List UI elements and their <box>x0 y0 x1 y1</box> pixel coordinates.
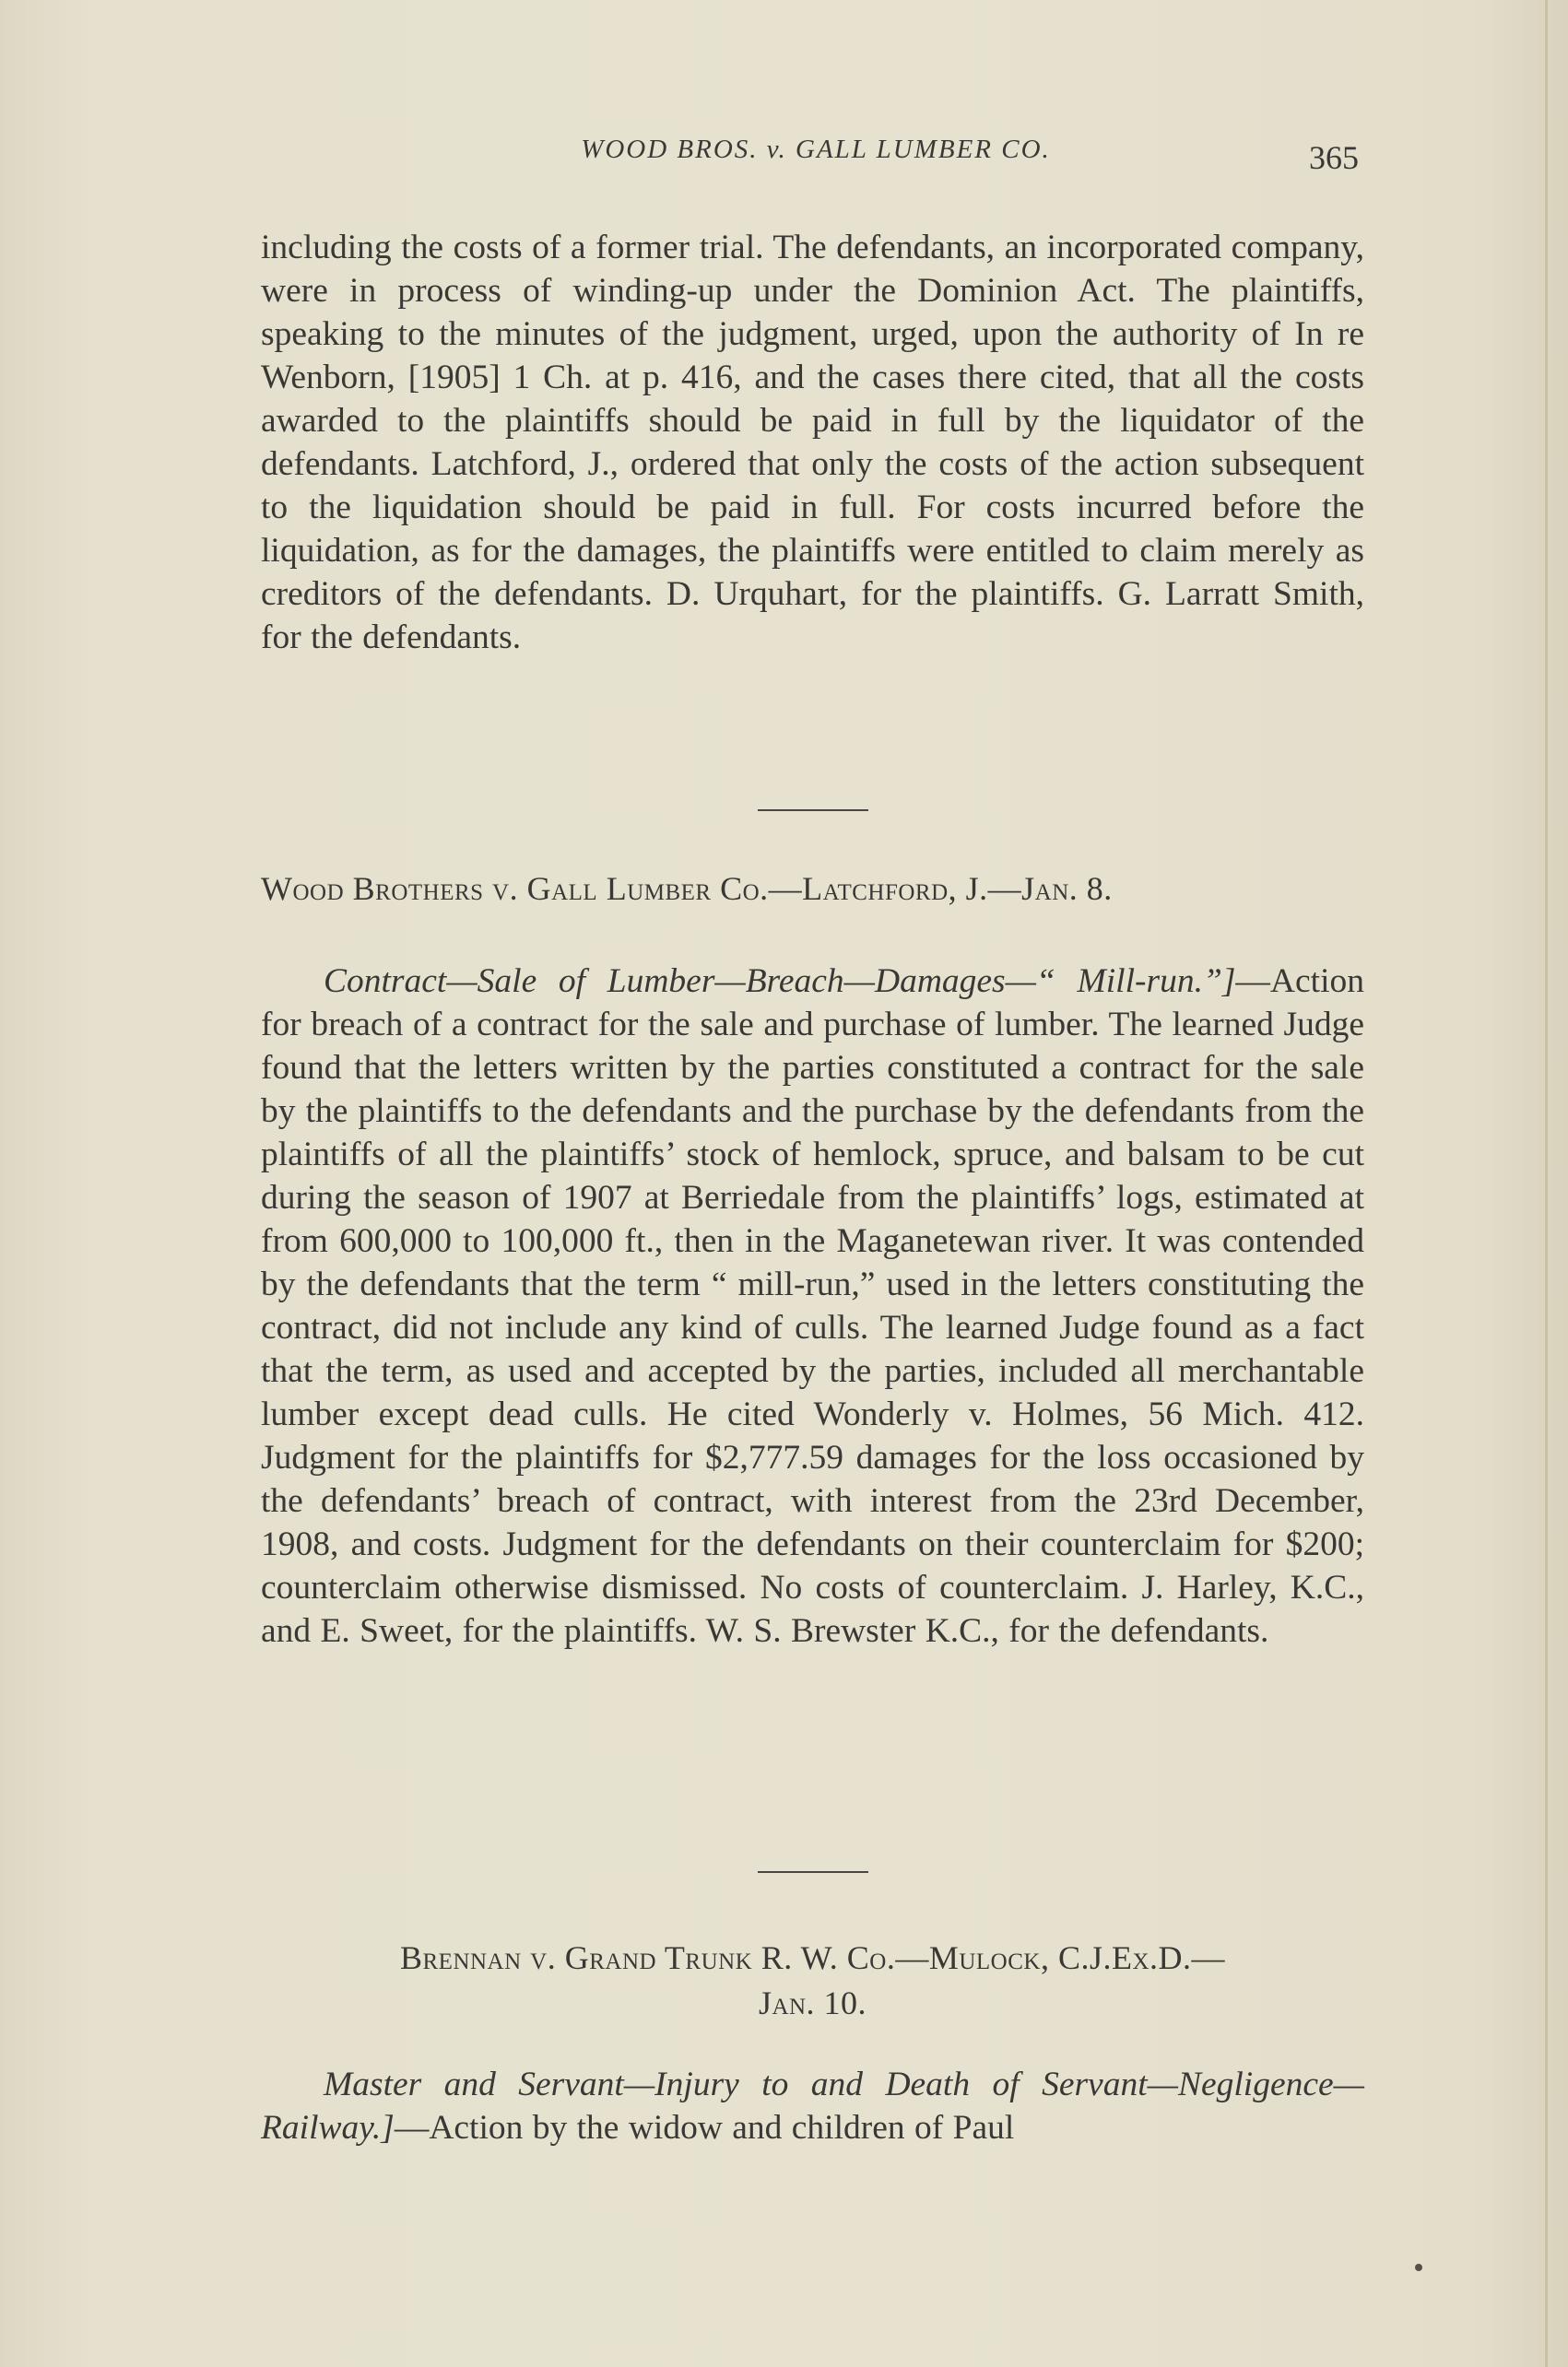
running-head: WOOD BROS. v. GALL LUMBER CO. <box>581 135 1051 164</box>
case-headnote: Master and Servant—Injury to and Death of Servant—Negligence—Railway.] <box>261 2066 1364 2147</box>
page-number: 365 <box>1309 139 1359 176</box>
case-title: Wood Brothers v. Gall Lumber Co.—Latchford, J.—Jan. 8. <box>261 870 1113 907</box>
continued-case-section <box>261 226 1364 659</box>
case-paragraph <box>261 2063 1364 2149</box>
case-title-line-2: Jan. 10. <box>758 1984 867 2021</box>
case-body: —Action for breach of a contract for the sale and purchase of lumber. The learned Judge found that the letters written by the parties constituted a contract for the sale by the plaintiffs to the defendants and the purchase by the defendants from the plaintiffs of all the plaintiffs’ stock of hemlock, spruce, and balsam to be cut during the season of 1907 at Berriedale from the plaintiffs’ logs, estimated at from 600,000 to 100,000 ft., then in the Maganetewan river. It was contended by the defendants that the term “ mill-run,” used in the letters constituting the contract, did not include any kind of culls. The learned Judge found as a fact that the term, as used and accepted by the parties, included all merchantable lumber except dead culls. He cited Wonderly v. Holmes, 56 Mich. 412. Judgment for the plaintiffs for $2,777.59 damages for the loss occasioned by the defendants’ breach of contract, with interest from the 23rd December, 1908, and costs. Judgment for the defendants on their counterclaim for $200; counterclaim otherwise dismissed. No costs of counterclaim. J. Harley, K.C., and E. Sweet, for the plaintiffs. W. S. Brewster K.C., for the defendants. <box>261 962 1364 1650</box>
ink-speck <box>1415 2264 1422 2271</box>
case-paragraph <box>261 960 1364 1653</box>
case-headnote: Contract—Sale of Lumber—Breach—Damages—“ Mill-run.”] <box>324 962 1236 1000</box>
case-body: —Action by the widow and children of Paul <box>394 2109 1015 2147</box>
section-divider <box>758 1871 868 1873</box>
case-title-line-1: Brennan v. Grand Trunk R. W. Co.—Mulock, C.J.Ex.D.— <box>399 1939 1226 1976</box>
case-wood-brothers <box>261 866 1364 1653</box>
case-brennan <box>261 1936 1364 2149</box>
continued-paragraph: including the costs of a former trial. The defendants, an incorporated company, were in process of winding-up under the Dominion Act. The plaintiffs, speaking to the minutes of the judgment, urged, upon the authority of In re Wenborn, [1905] 1 Ch. at p. 416, and the cases there cited, that all the costs awarded to the plaintiffs should be paid in full by the liquidator of the defendants. Latchford, J., ordered that only the costs of the action subsequent to the liquidation should be paid in full. For costs incurred before the liquidation, as for the damages, the plaintiffs were entitled to claim merely as creditors of the defendants. D. Urquhart, for the plaintiffs. G. Larratt Smith, for the defendants. <box>261 229 1364 656</box>
section-divider <box>758 809 868 811</box>
